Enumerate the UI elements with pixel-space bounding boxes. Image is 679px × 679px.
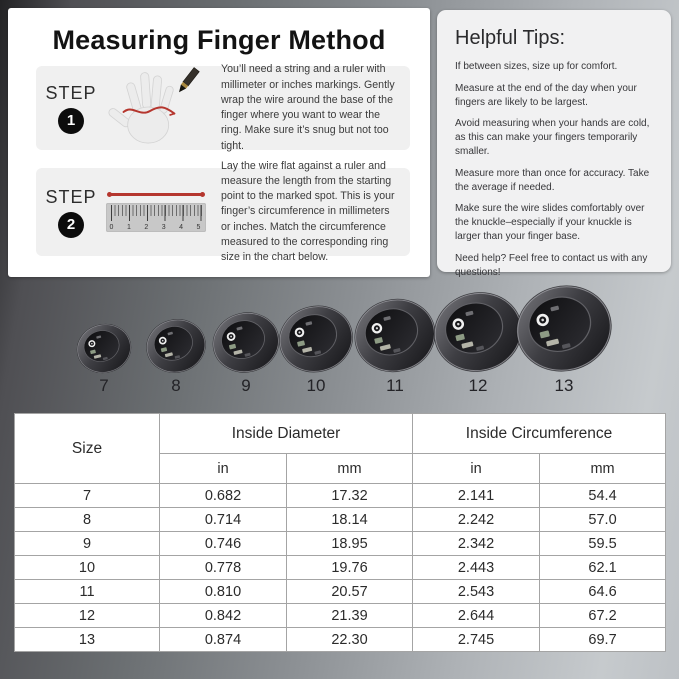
- ruler-number: 4: [179, 223, 184, 231]
- cell-circumference-in: 2.543: [413, 580, 540, 604]
- tip-item: If between sizes, size up for comfort.: [455, 61, 618, 72]
- cell-diameter-mm: 22.30: [287, 628, 413, 652]
- table-row: [15, 580, 666, 604]
- cell-diameter-mm: 21.39: [287, 604, 413, 628]
- smart-ring-image: [209, 310, 283, 375]
- ring-sizes-band: [0, 280, 679, 398]
- helpful-tips-card: [437, 10, 671, 278]
- cell-circumference-in: 2.342: [413, 532, 540, 556]
- step-word: STEP: [45, 186, 97, 207]
- ruler-number: 0: [109, 223, 114, 231]
- cell-diameter-mm: 18.95: [287, 532, 413, 556]
- cell-size: 10: [15, 556, 160, 580]
- col-header-inside-diameter: Inside Diameter: [160, 414, 413, 454]
- cell-size: 11: [15, 580, 160, 604]
- ring-size-label: 9: [241, 376, 251, 395]
- ruler-icon: [106, 203, 206, 232]
- col-header-mm: mm: [540, 454, 666, 484]
- ring-size-chart-table: [14, 413, 666, 652]
- cell-circumference-mm: 62.1: [540, 556, 666, 580]
- page-title: Measuring Finger Method: [52, 25, 386, 55]
- smart-ring-image: [74, 322, 134, 375]
- ring-size-11: [350, 296, 440, 396]
- cell-circumference-mm: 59.5: [540, 532, 666, 556]
- tip-item: Avoid measuring when your hands are cold, as this can make your fingers temporarily smaller.: [455, 118, 650, 157]
- cell-circumference-in: 2.242: [413, 508, 540, 532]
- tip-item: Measure at the end of the day when your fingers are likely to be largest.: [455, 82, 637, 108]
- cell-diameter-mm: 19.76: [287, 556, 413, 580]
- step-word: STEP: [45, 82, 97, 103]
- cell-diameter-in: 0.778: [160, 556, 287, 580]
- ruler-number: 2: [144, 223, 149, 231]
- cell-circumference-in: 2.141: [413, 484, 540, 508]
- cell-size: 13: [15, 628, 160, 652]
- step-2-box: [36, 159, 410, 264]
- cell-diameter-in: 0.874: [160, 628, 287, 652]
- tip-item: Need help? Feel free to contact us with any questions!: [455, 252, 648, 278]
- smart-ring-image: [350, 296, 440, 375]
- ruler-number: 3: [161, 223, 166, 231]
- marker-pen-icon: [176, 68, 199, 95]
- tips-title: Helpful Tips:: [455, 27, 566, 49]
- ruler-illustration: [102, 193, 212, 232]
- smart-ring-image: [511, 282, 617, 375]
- cell-diameter-in: 0.746: [160, 532, 287, 556]
- ring-size-label: 11: [386, 376, 404, 395]
- col-header-in: in: [413, 454, 540, 484]
- cell-circumference-mm: 57.0: [540, 508, 666, 532]
- col-header-size: Size: [15, 414, 160, 484]
- ring-size-label: 8: [171, 376, 181, 395]
- table-header-row: [15, 414, 666, 454]
- ring-size-8: [143, 317, 209, 396]
- step-1-description: You’ll need a string and a ruler with millimeter or inches markings. Gently wrap the wire around the base of the finger where you want to wear the ring. Make sure it’s snug but not too tight.: [221, 63, 395, 152]
- col-header-in: in: [160, 454, 287, 484]
- step-2-label: [40, 187, 102, 238]
- ring-size-13: [511, 282, 617, 396]
- step-1-label: [40, 83, 102, 134]
- cell-diameter-mm: 17.32: [287, 484, 413, 508]
- ruler-number: 5: [196, 223, 201, 231]
- table-row: [15, 484, 666, 508]
- ring-size-9: [209, 310, 283, 396]
- step-2-description: Lay the wire flat against a ruler and measure the length from the starting point to the marked spot. This is your finger’s circumference in millimeters or inches. Match the circumference measured to the corresponding ring size in the chart below.: [221, 159, 395, 264]
- cell-circumference-mm: 54.4: [540, 484, 666, 508]
- cell-size: 12: [15, 604, 160, 628]
- cell-circumference-in: 2.644: [413, 604, 540, 628]
- measuring-method-card: [8, 8, 430, 277]
- cell-circumference-mm: 64.6: [540, 580, 666, 604]
- cell-size: 8: [15, 508, 160, 532]
- cell-circumference-in: 2.443: [413, 556, 540, 580]
- col-header-inside-circumference: Inside Circumference: [413, 414, 666, 454]
- cell-circumference-mm: 69.7: [540, 628, 666, 652]
- cell-diameter-mm: 18.14: [287, 508, 413, 532]
- tip-item: Measure more than once for accuracy. Take the average if needed.: [455, 167, 650, 193]
- cell-circumference-mm: 67.2: [540, 604, 666, 628]
- ring-size-label: 10: [306, 376, 326, 395]
- step-1-box: [36, 63, 410, 152]
- cell-diameter-in: 0.714: [160, 508, 287, 532]
- cell-circumference-in: 2.745: [413, 628, 540, 652]
- table-row: [15, 628, 666, 652]
- table-row: [15, 508, 666, 532]
- step-number-badge: 1: [58, 108, 84, 134]
- cell-diameter-in: 0.682: [160, 484, 287, 508]
- cell-size: 7: [15, 484, 160, 508]
- step-number-badge: 2: [58, 212, 84, 238]
- cell-diameter-in: 0.810: [160, 580, 287, 604]
- tip-item: Make sure the wire slides comfortably over the knuckle–especially if your knuckle is larger than your finger base.: [455, 203, 645, 242]
- ring-size-10: [275, 303, 357, 396]
- table-row: [15, 532, 666, 556]
- cell-size: 9: [15, 532, 160, 556]
- measured-wire-line: [109, 193, 203, 196]
- table-row: [15, 604, 666, 628]
- cell-diameter-in: 0.842: [160, 604, 287, 628]
- hand-measuring-illustration: [102, 68, 212, 148]
- ring-size-7: [74, 322, 134, 396]
- smart-ring-image: [143, 317, 209, 375]
- ring-size-label: 12: [468, 376, 488, 395]
- ruler-number: 1: [126, 223, 131, 231]
- ruler-major-ticks: [111, 205, 203, 221]
- ring-size-label: 7: [99, 376, 109, 395]
- hand-with-wire-icon: [102, 66, 214, 148]
- cell-diameter-mm: 20.57: [287, 580, 413, 604]
- ruler-numbers: [108, 224, 202, 231]
- smart-ring-image: [275, 303, 357, 375]
- table-row: [15, 556, 666, 580]
- ring-size-label: 13: [554, 376, 574, 395]
- col-header-mm: mm: [287, 454, 413, 484]
